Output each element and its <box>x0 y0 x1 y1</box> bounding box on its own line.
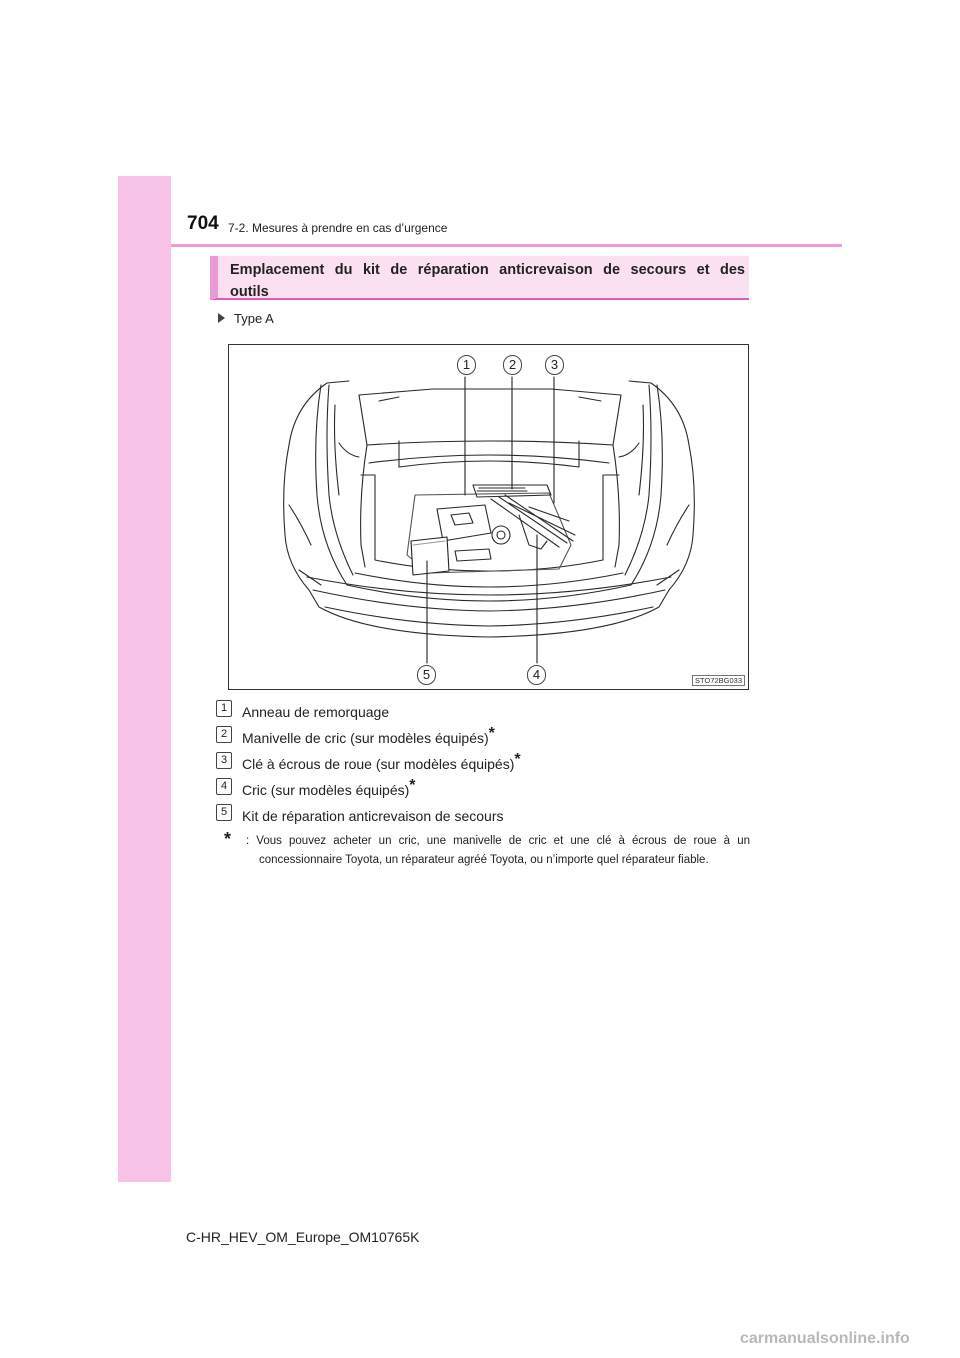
legend-number: 3 <box>216 752 232 769</box>
side-tab-bar <box>118 176 171 1182</box>
footer-doc-id: C-HR_HEV_OM_Europe_OM10765K <box>186 1229 420 1245</box>
legend-number: 4 <box>216 778 232 795</box>
legend-item <box>216 700 756 726</box>
callout-3: 3 <box>545 355 564 375</box>
type-label-text: Type A <box>234 311 274 326</box>
legend-number: 1 <box>216 700 232 717</box>
legend-text: Anneau de remorquage <box>242 704 390 720</box>
page-number: 704 <box>187 213 219 234</box>
header-divider <box>171 244 842 247</box>
legend-text: Kit de réparation anticrevaison de secours <box>242 808 504 824</box>
triangle-bullet-icon <box>218 313 225 323</box>
section-title: Emplacement du kit de réparation anticrevaison de secours et des outils <box>230 262 745 300</box>
type-label <box>218 311 274 326</box>
legend-number: 5 <box>216 804 232 821</box>
car-trunk-drawing <box>229 345 748 689</box>
figure-code: STO72BG033 <box>692 675 745 686</box>
legend-list <box>216 700 756 830</box>
legend-text: Cric (sur modèles équipés)* <box>242 777 416 798</box>
trunk-illustration <box>228 344 749 690</box>
callout-4: 4 <box>527 665 546 685</box>
callout-5: 5 <box>417 665 436 685</box>
legend-item <box>216 726 756 752</box>
legend-item <box>216 752 756 778</box>
legend-number: 2 <box>216 726 232 743</box>
legend-text: Manivelle de cric (sur modèles équipés)* <box>242 725 495 746</box>
footnote-text: : Vous pouvez acheter un cric, une manivelle de cric et une clé à écrous de roue à un concessionnaire Toyota, un réparateur agréé Toyota, ou n’importe quel réparateur fiable. <box>246 835 750 866</box>
watermark: carmanualsonline.info <box>740 1330 910 1347</box>
legend-item <box>216 804 756 830</box>
callout-2: 2 <box>503 355 522 375</box>
legend-item <box>216 778 756 804</box>
legend-text: Clé à écrous de roue (sur modèles équipés)* <box>242 751 521 772</box>
footnote <box>224 829 750 870</box>
section-heading-box <box>210 256 749 300</box>
footnote-asterisk: * <box>224 829 232 849</box>
chapter-title: 7-2. Mesures à prendre en cas d’urgence <box>228 221 448 235</box>
callout-1: 1 <box>457 355 476 375</box>
